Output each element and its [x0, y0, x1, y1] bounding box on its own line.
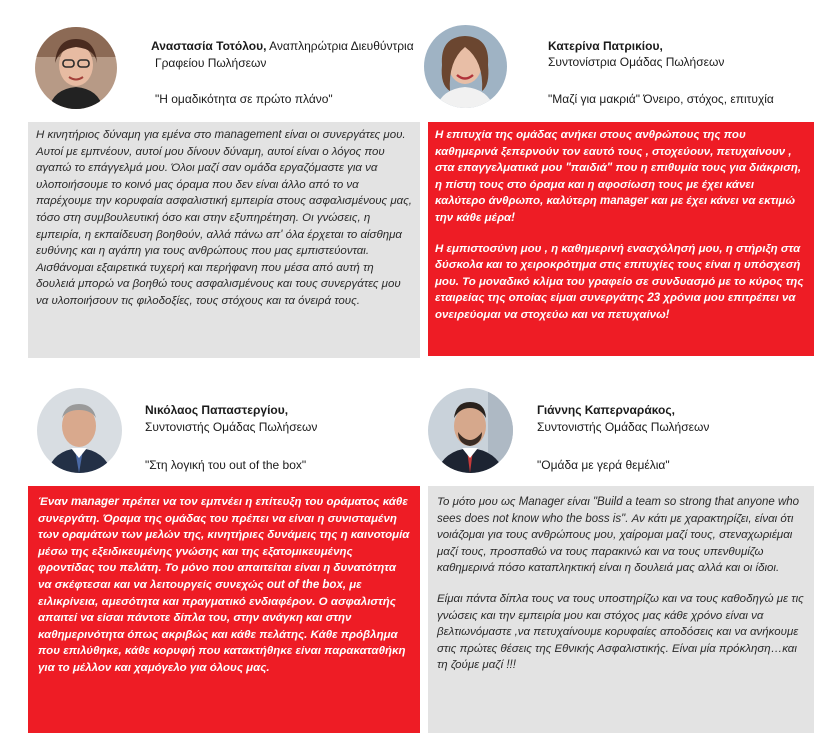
card2-paragraph-2: Η εμπιστοσύνη μου , η καθημερινή ενασχόλησή μου, η στήριξη στα δύσκολα και το χειροκρότημα στις επιτυχίες τους είναι η υπόσχεσή μου. Το μοναδικό κλίμα του γραφείο σε συνδυασμό με το κύρος της εταιρείας της οποίας είμαι συνεργάτης 23 χρόνια μου επιτρέπει να ονειρεύομαι να στοχεύω και να πετυχαίνω!	[435, 242, 804, 321]
portrait-tototolou	[35, 27, 117, 109]
card4-paragraph-2: Είμαι πάντα δίπλα τους να τους υποστηρίζω και να τους καθοδηγώ με τις γνώσεις και την εμπειρία μου και στόχος μας κάθε χρόνο είναι να βελτιωνόμαστε ,να πετυχαίνουμε κορυφαίες αποδόσεις και να ανήκουμε στις πρώτες θέσεις της Εθνικής Ασφαλιστικής. Είναι μία πρόκληση…και τη ζούμε μαζί !!!	[437, 592, 804, 672]
card4-quote: "Ομάδα με γερά θεμέλια"	[537, 458, 670, 472]
card4-role-line1: Συντονιστής Ομάδας Πωλήσεων	[537, 420, 710, 434]
card2-paragraph-1: Η επιτυχία της ομάδας ανήκει στους ανθρώπους της που καθημερινά ξεπερνούν τον εαυτό τους , στοχεύουν, πετυχαίνουν , στα επαγγελματικά μου "παιδιά" που η επιθυμία τους για διάκριση, η πίστη τους στο όραμα και η αφοσίωση τους με έχει κάνει καλύτερο άνθρωπο, καλύτερη manager και με έχει κάνει να εκτιμώ την κάθε μέρα!	[435, 129, 802, 224]
portrait-papastergiou	[37, 388, 122, 473]
card2-name: Κατερίνα Πατρικίου,	[548, 39, 663, 53]
card1-role-line2: Γραφείου Πωλήσεων	[155, 56, 267, 70]
card3-paragraph-1: Έναν manager πρέπει να τον εμπνέει η επίτευξη του οράματος κάθε συνεργάτη. Όραμα της ομάδας του πρέπει να είναι η συνισταμένη των οραμάτων των μελών της, κινητήριες δυνάμεις της η καινοτομία μέσω της εξειδικευμένης γνώσης και της εξατομικευμένης φροντίδας του πελάτη. Το μόνο που απαιτείται είναι η δυνατότητα να σκέφτεσαι και να λειτουργείς συνεχώς out of the box, με ειλικρίνεια, αμεσότητα και πραγματικό ενδιαφέρον. Ο ασφαλιστής απαιτεί να είσαι πάντοτε δίπλα του, στην ανάγκη και στην καθημερινότητα όπως ακριβώς και κάθε πελάτης. Κάθε πρόβλημα που επιλύθηκε, κάθε κορυφή που κατακτήθηκε είναι παρακαταθήκη για το μέλλον και χαμόγελο για όλους μας.	[38, 496, 410, 674]
card4-paragraph-1: Το μότο μου ως Manager είναι "Build a team so strong that anyone who sees does not know who the boss is". Αν κάτι με χαρακτηρίζει, είναι ότι νοιάζομαι για τους ανθρώπους μου, χαίρομαι μαζί τους, στεναχωριέμαι μαζί τους, προσπαθώ να τους παρακινώ και να τους υπενθυμίζω καθημερινά πόσο καταπληκτική είναι η δουλειά μας αλλά και οι ίδιοι.	[437, 496, 800, 575]
portrait-patrikiou	[424, 25, 507, 108]
card1-role-line1: Αναπληρώτρια Διευθύντρια	[269, 39, 414, 53]
portrait-kapernarakos	[428, 388, 513, 473]
card3-quote: "Στη λογική του out of the box"	[145, 458, 307, 472]
card1-paragraph-1: Η κινητήριος δύναμη για εμένα στο management είναι οι συνεργάτες μου. Αυτοί με εμπνέουν, αυτοί μου δίνουν δύναμη, αυτοί είναι ο λόγος που αγαπώ το επάγγελμά μου. Όλοι μαζί σαν ομάδα εργαζόμαστε για να υλοποιήσουμε το κοινό μας όραμα που δεν είναι άλλο από το να παρέχουμε την κορυφαία ασφαλιστική εμπειρία στους ασφαλισμένους μας, τόσο στη συμβουλευτική όσο και στην εξυπηρέτηση. Οι γνώσεις, η εμπειρία, η εκπαίδευση βοηθούν, αλλά πάνω απ' όλα έρχεται το αίσθημα ευθύνης και η αγάπη για τους ανθρώπους που μας εμπιστεύονται. Αισθάνομαι εξαιρετικά τυχερή και περήφανη που μέσα από αυτή τη δουλειά μπορώ να βοηθώ τους ασφαλισμένους και τους συνεργάτες μου να υλοποιήσουν τις φιλοδοξίες, τους στόχους και τα όνειρά τους.	[36, 129, 412, 307]
card2-role-line1: Συντονίστρια Ομάδας Πωλήσεων	[548, 55, 725, 69]
card1-name: Αναστασία Τοτόλου,	[151, 39, 267, 53]
card4-text-box	[428, 486, 814, 733]
card1-name-line	[151, 38, 414, 54]
card2-text-box	[428, 122, 814, 356]
card3-text-box	[28, 486, 420, 733]
card2-quote: "Μαζί για μακριά" Όνειρο, στόχος, επιτυχία	[548, 92, 774, 106]
card1-text-box	[28, 122, 420, 358]
card3-role-line1: Συντονιστής Ομάδας Πωλήσεων	[145, 420, 318, 434]
card3-name: Νικόλαος Παπαστεργίου,	[145, 403, 289, 417]
card4-name: Γιάννης Καπερναράκος,	[537, 403, 675, 417]
card1-quote: "Η ομαδικότητα σε πρώτο πλάνο"	[155, 92, 333, 106]
